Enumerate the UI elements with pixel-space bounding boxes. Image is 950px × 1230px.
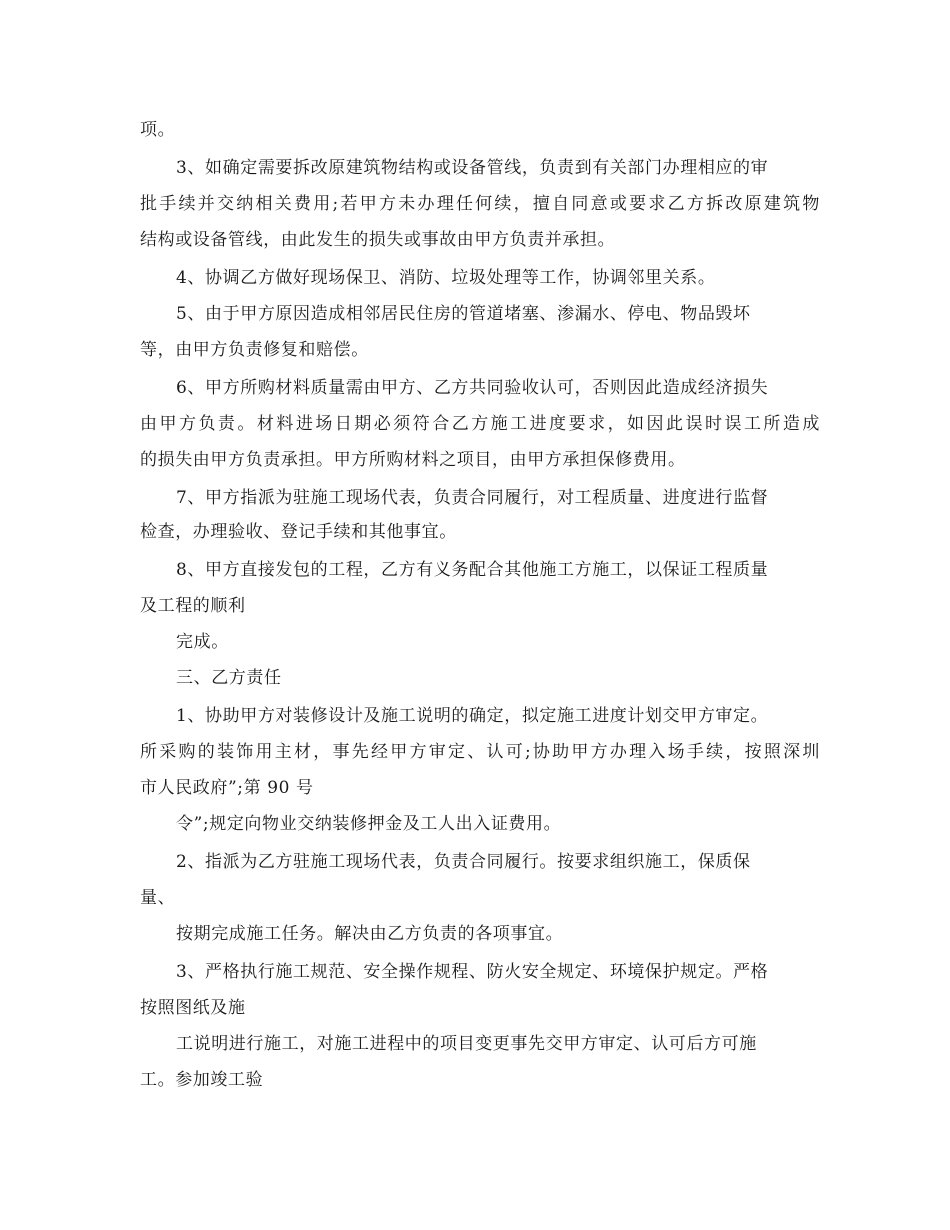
text-line: 按照图纸及施 xyxy=(140,998,246,1018)
text-line: 检查，办理验收、登记手续和其他事宜。 xyxy=(140,522,457,542)
text-line: 的损失由甲方负责承担。甲方所购材料之项目，由甲方承担保修费用。 xyxy=(140,450,686,470)
text-line: 1、协助甲方对装修设计及施工说明的确定，拟定施工进度计划交甲方审定。 xyxy=(176,706,769,726)
text-line: 令”;规定向物业交纳装修押金及工人出入证费用。 xyxy=(176,814,562,834)
text-line: 项。 xyxy=(140,120,176,140)
text-line: 5、由于甲方原因造成相邻居民住房的管道堵塞、渗漏水、停电、物品毁坏 xyxy=(176,304,751,324)
text-line: 由甲方负责。材料进场日期必须符合乙方施工进度要求，如因此误时误工所造成 xyxy=(140,414,820,434)
text-line: 批手续并交纳相关费用;若甲方未办理任何续，擅自同意或要求乙方拆改原建筑物 xyxy=(140,194,820,214)
text-line: 按期完成施工任务。解决由乙方负责的各项事宜。 xyxy=(176,924,564,944)
text-line: 3、严格执行施工规范、安全操作规程、防火安全规定、环境保护规定。严格 xyxy=(176,962,769,982)
text-line: 量、 xyxy=(140,888,176,908)
text-line: 2、指派为乙方驻施工现场代表，负责合同履行。按要求组织施工，保质保 xyxy=(176,852,751,872)
text-line: 3、如确定需要拆改原建筑物结构或设备管线，负责到有关部门办理相应的审 xyxy=(176,158,769,178)
text-line: 完成。 xyxy=(176,632,229,652)
section-heading: 三、乙方责任 xyxy=(176,668,282,688)
text-line: 工。参加竣工验 xyxy=(140,1070,264,1090)
text-line: 4、协调乙方做好现场保卫、消防、垃圾处理等工作，协调邻里关系。 xyxy=(176,268,716,288)
text-line: 所采购的装饰用主材，事先经甲方审定、认可;协助甲方办理入场手续，按照深圳 xyxy=(140,742,820,762)
text-line: 7、甲方指派为驻施工现场代表，负责合同履行，对工程质量、进度进行监督 xyxy=(176,488,769,508)
text-line: 市人民政府”;第 90 号 xyxy=(140,778,314,798)
text-line: 8、甲方直接发包的工程，乙方有义务配合其他施工方施工，以保证工程质量 xyxy=(176,560,769,580)
text-line: 及工程的顺利 xyxy=(140,596,246,616)
text-line: 6、甲方所购材料质量需由甲方、乙方共同验收认可，否则因此造成经济损失 xyxy=(176,378,769,398)
text-line: 等，由甲方负责修复和赔偿。 xyxy=(140,340,369,360)
text-line: 工说明进行施工，对施工进程中的项目变更事先交甲方审定、认可后方可施 xyxy=(176,1034,757,1054)
text-line: 结构或设备管线，由此发生的损失或事故由甲方负责并承担。 xyxy=(140,230,616,250)
